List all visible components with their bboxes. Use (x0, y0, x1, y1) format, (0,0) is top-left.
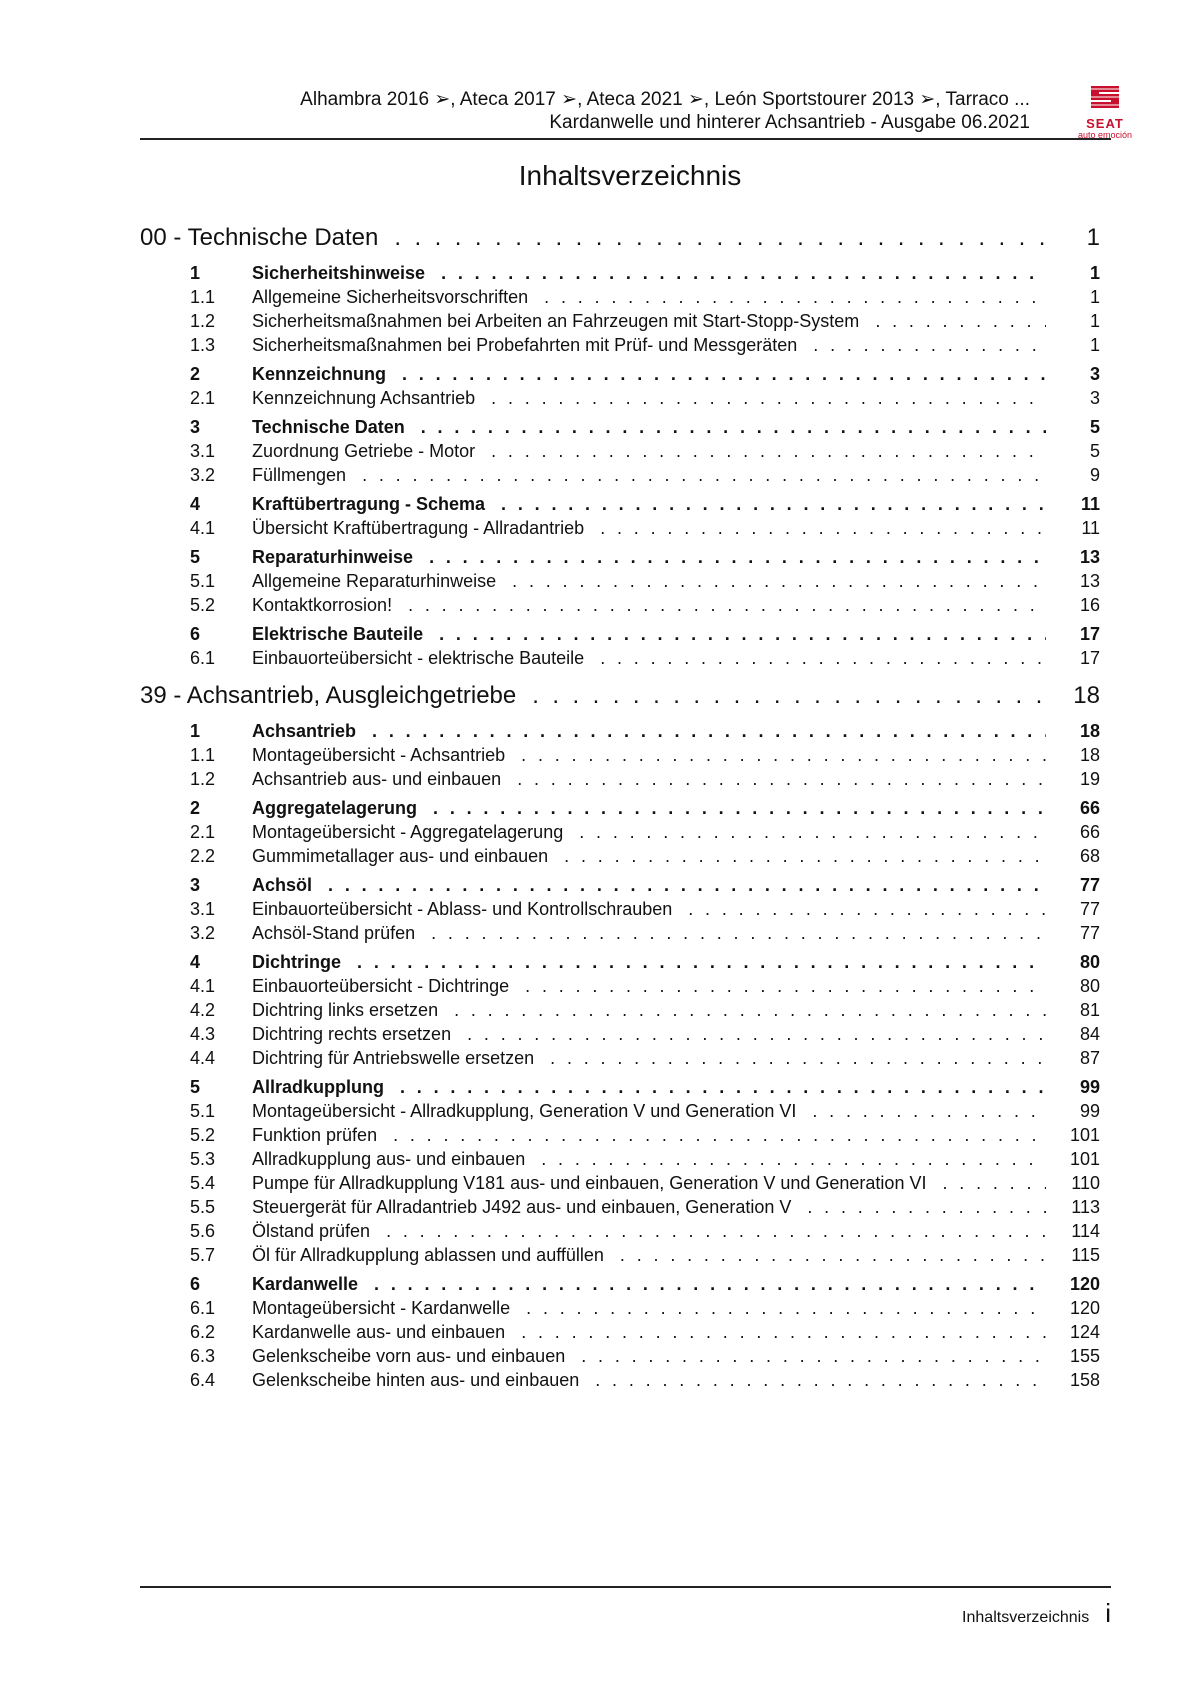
toc-entry-label: Allradkupplung (252, 1077, 384, 1097)
toc-entry-label: Ölstand prüfen (252, 1221, 371, 1241)
dot-leader (525, 976, 1046, 997)
toc-entry-sub[interactable] (140, 1149, 1100, 1173)
toc-entry-number: 6.2 (190, 1322, 216, 1342)
toc-entry-sub[interactable] (140, 1197, 1100, 1221)
toc-entry-number: 5.7 (190, 1245, 216, 1265)
toc-entry-number: 5.4 (190, 1173, 216, 1193)
toc-entry-number: 1.3 (190, 335, 216, 355)
toc-entry-number: 5.3 (190, 1149, 216, 1169)
toc-entry-number: 5.6 (190, 1221, 216, 1241)
toc-entry-page: 66 (1079, 798, 1100, 818)
toc-entry-page: 101 (1069, 1125, 1100, 1145)
toc-entry-section[interactable] (140, 952, 1100, 976)
dot-leader (550, 1048, 1046, 1069)
dot-leader (620, 1245, 1046, 1266)
seat-logo-icon (1087, 82, 1123, 112)
dot-leader (374, 1274, 1046, 1295)
dot-leader (454, 1000, 1046, 1021)
toc-entry-number: 4.1 (190, 976, 216, 996)
toc-entry-page: 1 (1089, 263, 1100, 283)
toc-entry-label: Allgemeine Reparaturhinweise (252, 571, 497, 591)
dot-leader (517, 769, 1046, 790)
toc-entry-page: 84 (1079, 1024, 1100, 1044)
toc-entry-page: 115 (1071, 1245, 1100, 1265)
toc-entry-number: 1.2 (190, 769, 216, 789)
toc-entry-page: 16 (1079, 595, 1100, 615)
header-models: Alhambra 2016 ➢, Ateca 2017 ➢, Ateca 2021 ➢, León Sportstourer 2013 ➢, Tarraco ... (300, 89, 1030, 110)
toc-entry-label: Gummimetallager aus- und einbauen (252, 846, 549, 866)
toc-entry-number: 5.2 (190, 595, 216, 615)
page-header (140, 82, 1140, 138)
toc-entry-label: Kennzeichnung Achsantrieb (252, 388, 476, 408)
toc-entry-number: 2 (190, 364, 201, 384)
toc-entry-sub[interactable] (140, 571, 1100, 595)
toc-entry-page: 158 (1069, 1370, 1100, 1390)
logo-text: SEAT (1086, 116, 1124, 131)
toc-entry-page: 5 (1089, 417, 1100, 437)
toc-entry-page: 120 (1069, 1274, 1100, 1294)
toc-entry-sub[interactable] (140, 1000, 1100, 1024)
header-text (300, 88, 1030, 134)
toc-entry-sub[interactable] (140, 1322, 1100, 1346)
toc-entry-number: 2.1 (190, 388, 216, 408)
toc-entry-number: 1.2 (190, 311, 216, 331)
dot-leader (541, 1149, 1046, 1170)
toc-entry-label: Montageübersicht - Allradkupplung, Generation V und Generation VI (252, 1101, 797, 1121)
toc-entry-number: 6 (190, 624, 201, 644)
toc-entry-label: Montageübersicht - Kardanwelle (252, 1298, 511, 1318)
toc-entry-sub[interactable] (140, 822, 1100, 846)
toc-entry-number: 2.2 (190, 846, 216, 866)
toc-entry-page: 19 (1079, 769, 1100, 789)
toc-entry-sub[interactable] (140, 1346, 1100, 1370)
dot-leader (579, 822, 1046, 843)
toc-entry-number: 1.1 (190, 287, 216, 307)
page-footer (962, 1598, 1111, 1629)
toc-entry-section[interactable] (140, 417, 1100, 441)
toc-entry-sub[interactable] (140, 441, 1100, 465)
dot-leader (328, 875, 1046, 896)
toc-entry-sub[interactable] (140, 899, 1100, 923)
toc-entry-label: Kardanwelle aus- und einbauen (252, 1322, 506, 1342)
toc-entry-page: 18 (1079, 745, 1100, 765)
dot-leader (526, 1298, 1046, 1319)
toc-entry-label: Sicherheitsmaßnahmen bei Arbeiten an Fahrzeugen mit Start-Stopp-System (252, 311, 860, 331)
toc-entry-label: Kraftübertragung - Schema (252, 494, 486, 514)
dot-leader (402, 364, 1046, 385)
dot-leader (807, 1197, 1046, 1218)
toc-entry-number: 6.4 (190, 1370, 216, 1390)
toc-entry-label: Einbauorteübersicht - Dichtringe (252, 976, 510, 996)
dot-leader (362, 465, 1046, 486)
toc-entry-page: 11 (1081, 518, 1100, 538)
toc-entry-label: Reparaturhinweise (252, 547, 414, 567)
toc-entry-number: 3 (190, 875, 201, 895)
toc-entry-number: 4.1 (190, 518, 216, 538)
toc-entry-sub[interactable] (140, 388, 1100, 412)
dot-leader (491, 388, 1046, 409)
toc-entry-label: Einbauorteübersicht - elektrische Bauteile (252, 648, 585, 668)
dot-leader (564, 846, 1046, 867)
toc-entry-label: Übersicht Kraftübertragung - Allradantrieb (252, 518, 585, 538)
toc-entry-page: 18 (1073, 682, 1100, 709)
dot-leader (467, 1024, 1046, 1045)
toc-entry-label: Zuordnung Getriebe - Motor (252, 441, 476, 461)
toc-entry-label: Achsantrieb aus- und einbauen (252, 769, 502, 789)
toc-entry-sub[interactable] (140, 287, 1100, 311)
dot-leader (688, 899, 1046, 920)
toc-entry-page: 80 (1079, 976, 1100, 996)
toc-entry-page: 13 (1079, 571, 1100, 591)
toc-entry-page: 101 (1069, 1149, 1100, 1169)
toc-entry-sub[interactable] (140, 1024, 1100, 1048)
toc-entry-sub[interactable] (140, 648, 1100, 672)
toc-entry-number: 3.1 (190, 441, 216, 461)
toc-entry-sub[interactable] (140, 846, 1100, 870)
toc-entry-label: Kontaktkorrosion! (252, 595, 393, 615)
dot-leader (581, 1346, 1046, 1367)
dot-leader (600, 648, 1046, 669)
dot-leader (491, 441, 1046, 462)
toc-entry-label: Gelenkscheibe vorn aus- und einbauen (252, 1346, 566, 1366)
dot-leader (408, 595, 1046, 616)
toc-entry-label: Funktion prüfen (252, 1125, 378, 1145)
toc-entry-page: 1 (1089, 287, 1100, 307)
toc-entry-number: 3 (190, 417, 201, 437)
toc-entry-section[interactable] (140, 494, 1100, 518)
dot-leader (441, 263, 1046, 284)
toc-entry-page: 99 (1079, 1077, 1100, 1097)
toc-entry-page: 68 (1079, 846, 1100, 866)
toc-entry-label: Öl für Allradkupplung ablassen und auffüllen (252, 1245, 604, 1265)
toc-entry-section[interactable] (140, 624, 1100, 648)
toc-entry-sub[interactable] (140, 1125, 1100, 1149)
toc-entry-page: 99 (1079, 1101, 1100, 1121)
dot-leader (429, 547, 1046, 568)
dot-leader (600, 518, 1046, 539)
dot-leader (544, 287, 1046, 308)
toc-entry-label: Dichtring rechts ersetzen (252, 1024, 452, 1044)
toc-entry-section[interactable] (140, 364, 1100, 388)
toc-entry-label: Gelenkscheibe hinten aus- und einbauen (252, 1370, 580, 1390)
toc-entry-label: Technische Daten (252, 417, 405, 437)
toc-entry-page: 1 (1089, 311, 1100, 331)
toc-entry-number: 3.2 (190, 465, 216, 485)
logo-tagline: auto emoción (1077, 130, 1133, 140)
toc-entry-sub[interactable] (140, 311, 1100, 335)
toc-entry-label: Kennzeichnung (252, 364, 386, 384)
toc-entry-label: Achsantrieb (252, 721, 357, 741)
dot-leader (532, 682, 1046, 710)
dot-leader (421, 417, 1046, 438)
toc-entry-label: Achsöl-Stand prüfen (252, 923, 416, 943)
dot-leader (372, 721, 1046, 742)
dot-leader (813, 335, 1046, 356)
toc-entry-label: Allgemeine Sicherheitsvorschriften (252, 287, 529, 307)
toc-entry-number: 3.1 (190, 899, 216, 919)
toc-entry-page: 77 (1079, 923, 1100, 943)
toc-entry-number: 4.4 (190, 1048, 216, 1068)
toc-entry-section[interactable] (140, 547, 1100, 571)
toc-entry-number: 4.3 (190, 1024, 216, 1044)
toc-entry-label: Pumpe für Allradkupplung V181 aus- und einbauen, Generation V und Generation VI (252, 1173, 927, 1193)
dot-leader (393, 1125, 1046, 1146)
toc-entry-number: 6.1 (190, 1298, 216, 1318)
toc-entry-sub[interactable] (140, 595, 1100, 619)
toc-entry-label: Kardanwelle (252, 1274, 359, 1294)
toc-entry-sub[interactable] (140, 1221, 1100, 1245)
toc-entry-number: 6 (190, 1274, 201, 1294)
toc-entry-sub[interactable] (140, 1101, 1100, 1125)
toc-entry-page: 5 (1089, 441, 1100, 461)
toc-entry-sub[interactable] (140, 1245, 1100, 1269)
toc-entry-page: 124 (1069, 1322, 1100, 1342)
toc-entry-sub[interactable] (140, 1048, 1100, 1072)
toc-entry-number: 5.5 (190, 1197, 216, 1217)
toc-entry-number: 1 (190, 263, 201, 283)
toc-entry-number: 4.2 (190, 1000, 216, 1020)
toc-entry-number: 6.3 (190, 1346, 216, 1366)
toc-entry-page: 13 (1079, 547, 1100, 567)
toc-entry-number: 3.2 (190, 923, 216, 943)
toc-entry-label: Dichtring für Antriebswelle ersetzen (252, 1048, 535, 1068)
dot-leader (595, 1370, 1046, 1391)
toc-entry-number: 2.1 (190, 822, 216, 842)
toc-entry-section[interactable] (140, 798, 1100, 822)
toc-entry-page: 3 (1089, 388, 1100, 408)
toc-entry-page: 80 (1079, 952, 1100, 972)
toc-entry-number: 5 (190, 547, 201, 567)
footer-divider (140, 1586, 1111, 1588)
toc-entry-page: 17 (1079, 648, 1100, 668)
toc-entry-sub[interactable] (140, 465, 1100, 489)
dot-leader (501, 494, 1046, 515)
toc-entry-section[interactable] (140, 1077, 1100, 1101)
dot-leader (875, 311, 1046, 332)
dot-leader (521, 1322, 1046, 1343)
toc-entry-number: 1.1 (190, 745, 216, 765)
toc-entry-label: Einbauorteübersicht - Ablass- und Kontrollschrauben (252, 899, 673, 919)
toc-entry-sub[interactable] (140, 1173, 1100, 1197)
dot-leader (433, 798, 1046, 819)
toc-entry-page: 18 (1079, 721, 1100, 741)
toc-entry-section[interactable] (140, 721, 1100, 745)
toc-entry-page: 1 (1089, 335, 1100, 355)
toc-entry-label: Montageübersicht - Aggregatelagerung (252, 822, 564, 842)
toc-entry-sub[interactable] (140, 518, 1100, 542)
dot-leader (386, 1221, 1046, 1242)
toc-entry-page: 114 (1071, 1221, 1100, 1241)
toc-entry-label: Dichtringe (252, 952, 342, 972)
toc-entry-number: 5.2 (190, 1125, 216, 1145)
toc-entry-label: Dichtring links ersetzen (252, 1000, 439, 1020)
toc-entry-label: Füllmengen (252, 465, 347, 485)
toc-entry-page: 87 (1079, 1048, 1100, 1068)
toc-entry-number: 6.1 (190, 648, 216, 668)
toc-entry-sub[interactable] (140, 335, 1100, 359)
footer-page-number: i (1105, 1598, 1111, 1628)
toc-entry-number: 5.1 (190, 571, 216, 591)
dot-leader (812, 1101, 1046, 1122)
toc-entry-page: 66 (1079, 822, 1100, 842)
toc-entry-label: Montageübersicht - Achsantrieb (252, 745, 506, 765)
toc-entry-label: Steuergerät für Allradantrieb J492 aus- und einbauen, Generation V (252, 1197, 792, 1217)
page-title: Inhaltsverzeichnis (518, 160, 742, 191)
dot-leader (431, 923, 1046, 944)
dot-leader (400, 1077, 1046, 1098)
toc-entry-number: 1 (190, 721, 201, 741)
toc-entry-label: Sicherheitsmaßnahmen bei Probefahrten mit Prüf- und Messgeräten (252, 335, 798, 355)
toc-entry-label: Sicherheitshinweise (252, 263, 426, 283)
toc-entry-number: 5 (190, 1077, 201, 1097)
toc-entry-sub[interactable] (140, 1298, 1100, 1322)
toc-entry-section[interactable] (140, 875, 1100, 899)
toc-entry-page: 77 (1079, 899, 1100, 919)
toc-entry-number: 00 - Technische Daten (140, 224, 379, 251)
toc-entry-page: 110 (1071, 1173, 1100, 1193)
toc-entry-page: 11 (1080, 494, 1100, 514)
toc-entry-page: 77 (1079, 875, 1100, 895)
toc-entry-label: Achsöl (252, 875, 313, 895)
toc-entry-chapter[interactable] (140, 682, 1100, 716)
toc-entry-number: 2 (190, 798, 201, 818)
dot-leader (521, 745, 1046, 766)
toc-entry-number: 39 - Achsantrieb, Ausgleichgetriebe (140, 682, 517, 709)
toc-entry-page: 3 (1089, 364, 1100, 384)
toc-entry-chapter[interactable] (140, 224, 1100, 258)
toc-entry-label: Elektrische Bauteile (252, 624, 424, 644)
toc-entry-sub[interactable] (140, 745, 1100, 769)
toc-entry-number: 4 (190, 952, 201, 972)
toc-entry-page: 1 (1086, 224, 1100, 251)
header-divider (140, 138, 1111, 140)
dot-leader (942, 1173, 1046, 1194)
dot-leader (357, 952, 1046, 973)
toc-entry-page: 120 (1069, 1298, 1100, 1318)
table-of-contents (140, 224, 1100, 1394)
toc-entry-page: 155 (1069, 1346, 1100, 1366)
toc-entry-label: Aggregatelagerung (252, 798, 418, 818)
toc-entry-section[interactable] (140, 1274, 1100, 1298)
seat-logo (1070, 82, 1140, 138)
footer-label: Inhaltsverzeichnis (962, 1609, 1090, 1626)
toc-entry-sub[interactable] (140, 1370, 1100, 1394)
toc-entry-number: 5.1 (190, 1101, 216, 1121)
toc-entry-label: Allradkupplung aus- und einbauen (252, 1149, 526, 1169)
toc-entry-sub[interactable] (140, 769, 1100, 793)
toc-entry-sub[interactable] (140, 976, 1100, 1000)
toc-entry-page: 81 (1079, 1000, 1100, 1020)
toc-entry-number: 4 (190, 494, 201, 514)
header-subtitle: Kardanwelle und hinterer Achsantrieb - Ausgabe 06.2021 (549, 112, 1030, 133)
toc-entry-sub[interactable] (140, 923, 1100, 947)
dot-leader (394, 224, 1046, 252)
toc-entry-page: 9 (1089, 465, 1100, 485)
toc-entry-page: 17 (1079, 624, 1100, 644)
dot-leader (512, 571, 1046, 592)
toc-entry-section[interactable] (140, 263, 1100, 287)
dot-leader (439, 624, 1046, 645)
toc-entry-page: 113 (1071, 1197, 1100, 1217)
